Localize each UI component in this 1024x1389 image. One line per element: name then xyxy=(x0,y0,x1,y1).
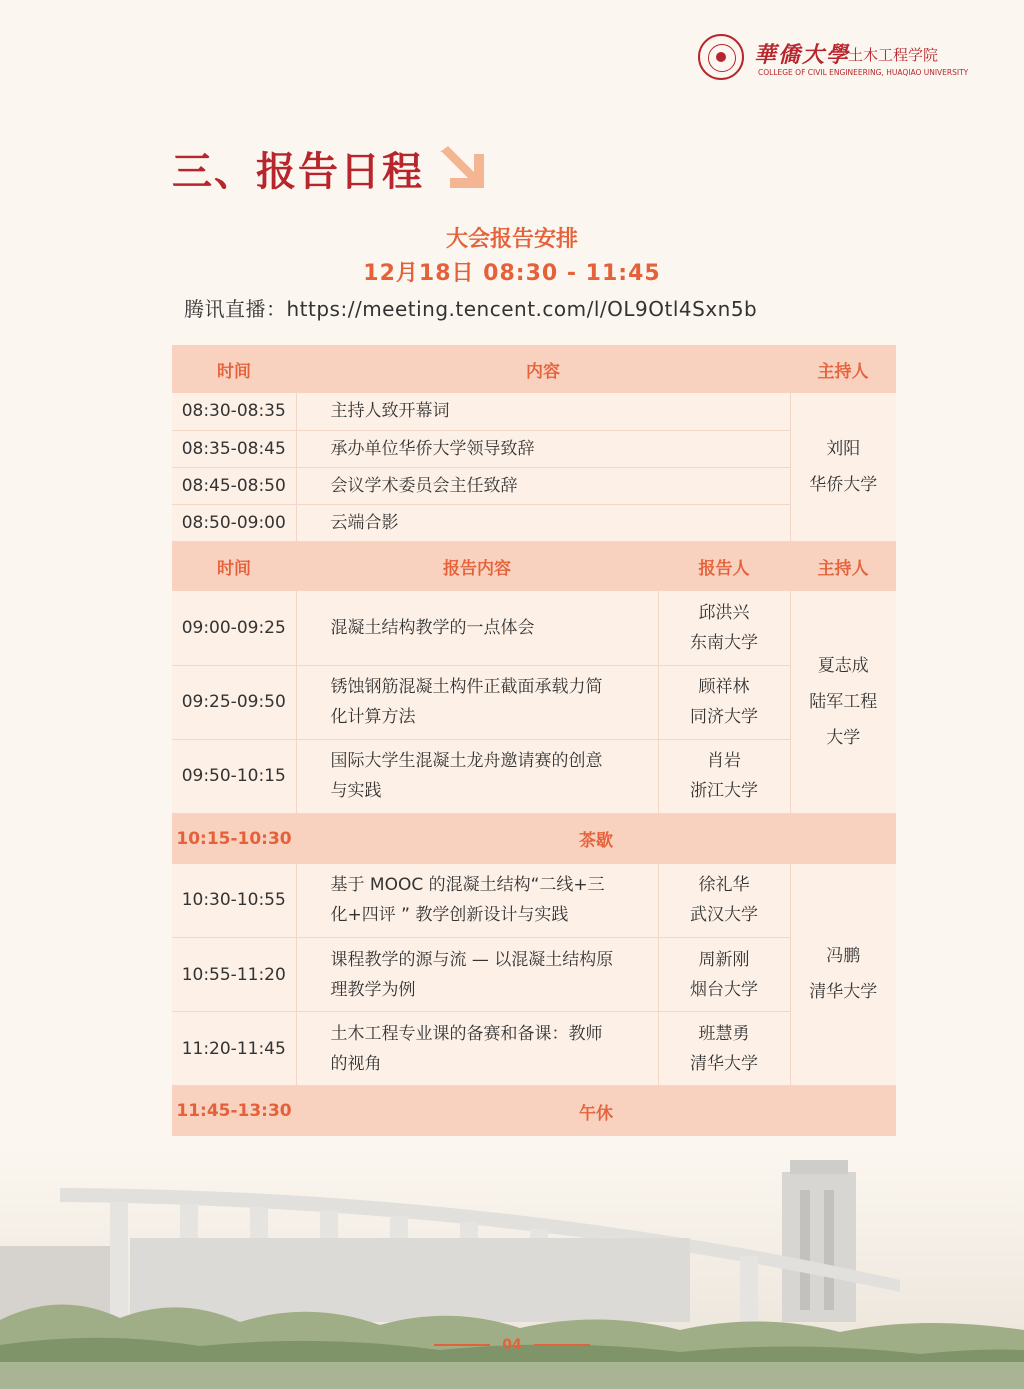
schedule-date: 12月18日 08:30 - 11:45 xyxy=(363,261,661,286)
row-content: 混凝土结构教学的一点体会 xyxy=(296,591,658,665)
table-row xyxy=(172,430,896,467)
break-label: 茶歇 xyxy=(296,813,896,864)
host-affiliation: 华侨大学 xyxy=(809,474,878,495)
page-number-rule xyxy=(534,1344,590,1346)
table-row xyxy=(172,938,896,1012)
row-time: 10:55-11:20 xyxy=(172,938,296,1012)
row-content: 锈蚀钢筋混凝土构件正截面承载力简化计算方法 xyxy=(296,665,658,739)
row-time: 09:50-10:15 xyxy=(172,739,296,813)
arrow-down-right-icon xyxy=(440,146,484,188)
university-seal-icon xyxy=(698,34,744,80)
campus-illustration xyxy=(0,1150,1024,1389)
college-name-en: COLLEGE OF CIVIL ENGINEERING, HUAQIAO UNIVERSITY xyxy=(758,68,969,77)
speaker-name: 周新刚 xyxy=(698,949,750,970)
schedule-table xyxy=(172,345,896,1136)
break-time: 10:15-10:30 xyxy=(172,813,296,864)
row-content: 主持人致开幕词 xyxy=(296,393,790,430)
speaker-affiliation: 同济大学 xyxy=(690,707,758,727)
lunch-break-row xyxy=(172,1086,896,1137)
row-time: 09:00-09:25 xyxy=(172,591,296,665)
row-time: 10:30-10:55 xyxy=(172,864,296,938)
row-speaker xyxy=(658,864,790,938)
table-row xyxy=(172,864,896,938)
table-row xyxy=(172,393,896,430)
speaker-name: 肖岩 xyxy=(707,751,741,771)
host-name: 刘阳 xyxy=(826,438,861,459)
row-speaker xyxy=(658,665,790,739)
table-row xyxy=(172,591,896,665)
row-content: 承办单位华侨大学领导致辞 xyxy=(296,430,790,467)
row-speaker xyxy=(658,1012,790,1086)
row-content: 基于 MOOC 的混凝土结构“二线+三化+四评 ” 教学创新设计与实践 xyxy=(296,864,658,938)
table-row xyxy=(172,504,896,541)
row-time: 11:20-11:45 xyxy=(172,1012,296,1086)
page-number-text: 04 xyxy=(502,1337,522,1353)
table-row xyxy=(172,665,896,739)
row-time: 08:45-08:50 xyxy=(172,467,296,504)
table-row xyxy=(172,739,896,813)
host-affiliation: 大学 xyxy=(826,727,861,748)
speaker-affiliation: 烟台大学 xyxy=(690,979,758,1000)
section-title: 三、报告日程 xyxy=(172,149,424,195)
report-header-row xyxy=(172,541,896,591)
header-time: 时间 xyxy=(172,345,296,393)
header-time: 时间 xyxy=(172,541,296,591)
row-time: 08:35-08:45 xyxy=(172,430,296,467)
schedule-title: 大会报告安排 xyxy=(445,227,578,252)
university-name: 華僑大學 xyxy=(754,43,851,68)
row-time: 08:30-08:35 xyxy=(172,393,296,430)
header-host: 主持人 xyxy=(790,345,896,393)
tea-break-row xyxy=(172,813,896,864)
row-content: 国际大学生混凝土龙舟邀请赛的创意与实践 xyxy=(296,739,658,813)
table-row xyxy=(172,467,896,504)
row-content: 会议学术委员会主任致辞 xyxy=(296,467,790,504)
row-content: 云端合影 xyxy=(296,504,790,541)
speaker-affiliation: 武汉大学 xyxy=(690,905,758,926)
row-content: 土木工程专业课的备赛和备课：教师的视角 xyxy=(296,1012,658,1086)
row-time: 09:25-09:50 xyxy=(172,665,296,739)
speaker-affiliation: 清华大学 xyxy=(690,1053,758,1074)
college-name: 土木工程学院 xyxy=(848,46,939,64)
host-affiliation: 陆军工程 xyxy=(809,691,878,712)
session1-host xyxy=(790,591,896,813)
header-report-content: 报告内容 xyxy=(296,541,658,591)
row-content: 课程教学的源与流 — 以混凝土结构原理教学为例 xyxy=(296,938,658,1012)
speaker-name: 顾祥林 xyxy=(698,677,750,697)
page-number-rule xyxy=(434,1344,490,1346)
row-time: 08:50-09:00 xyxy=(172,504,296,541)
speaker-name: 邱洪兴 xyxy=(698,602,750,623)
opening-host xyxy=(790,393,896,541)
speaker-name: 徐礼华 xyxy=(698,875,750,896)
break-label: 午休 xyxy=(296,1086,896,1137)
university-logo xyxy=(698,34,969,82)
speaker-affiliation: 浙江大学 xyxy=(690,781,758,801)
row-speaker xyxy=(658,739,790,813)
table-row xyxy=(172,1012,896,1086)
speaker-affiliation: 东南大学 xyxy=(690,632,758,653)
speaker-name: 班慧勇 xyxy=(698,1023,750,1044)
row-speaker xyxy=(658,591,790,665)
host-name: 夏志成 xyxy=(817,655,869,676)
opening-header-row xyxy=(172,345,896,393)
header-host: 主持人 xyxy=(790,541,896,591)
row-speaker xyxy=(658,938,790,1012)
header-speaker: 报告人 xyxy=(658,541,790,591)
page-number xyxy=(0,1337,1024,1353)
live-stream-link[interactable]: 腾讯直播：https://meeting.tencent.com/l/OL9Otl4Sxn5b xyxy=(184,297,758,321)
host-name: 冯鹏 xyxy=(826,946,861,967)
break-time: 11:45-13:30 xyxy=(172,1086,296,1137)
header-content: 内容 xyxy=(296,345,790,393)
session2-host xyxy=(790,864,896,1086)
host-affiliation: 清华大学 xyxy=(809,982,878,1003)
